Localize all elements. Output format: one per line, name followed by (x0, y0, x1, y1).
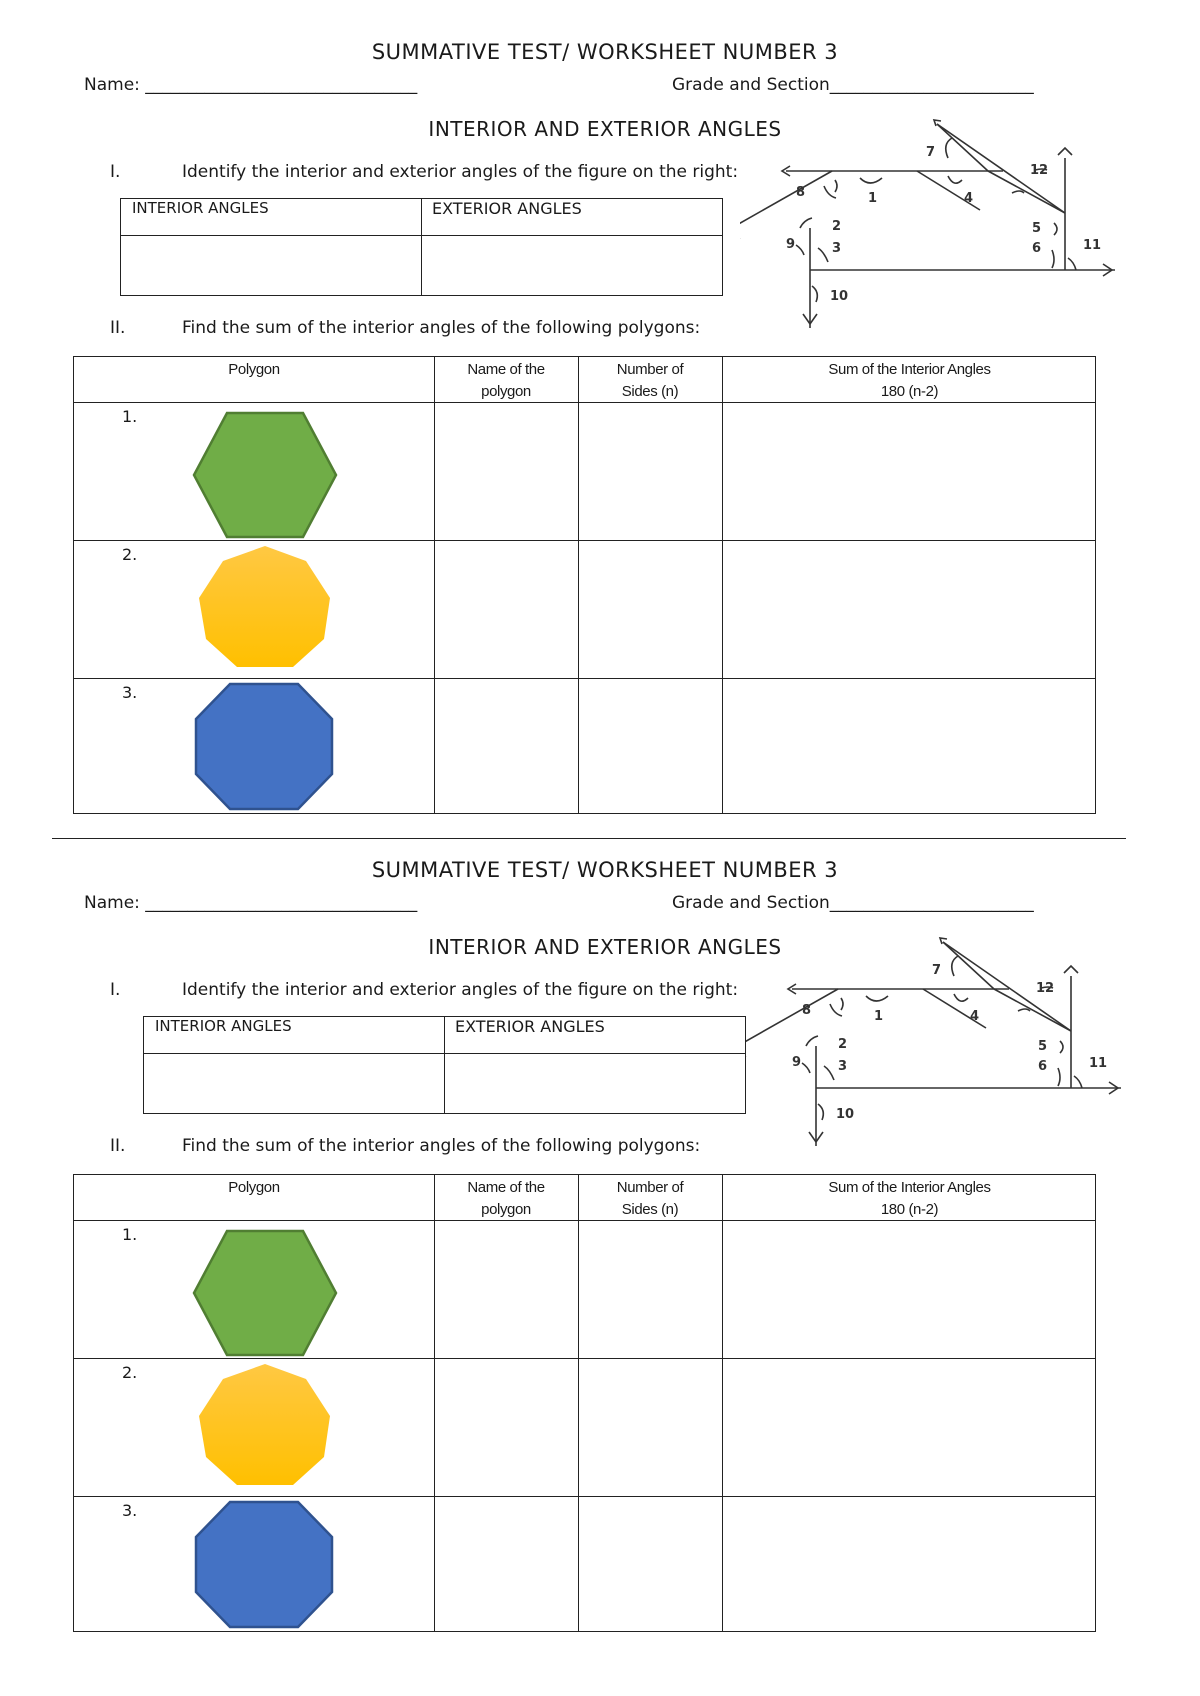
part1-instruction: Identify the interior and exterior angles of the figure on the right: (182, 980, 739, 1000)
angles-figure (740, 118, 1120, 338)
nonagon-shape (190, 1361, 340, 1493)
angles-table (143, 1016, 746, 1114)
worksheet-subtitle: INTERIOR AND EXTERIOR ANGLES (428, 935, 782, 959)
worksheet-title: SUMMATIVE TEST/ WORKSHEET NUMBER 3 (371, 858, 839, 882)
figure-label-6: 6 (1038, 1059, 1048, 1074)
figure-label-9: 9 (786, 237, 796, 252)
col-sum-header: Sum of the Interior Angles 180 (n-2) (828, 1179, 991, 1218)
part2-number: II. (110, 318, 126, 338)
figure-label-8: 8 (802, 1003, 812, 1018)
octagon-polygon (196, 684, 332, 809)
figure-label-12: 12 (1036, 981, 1055, 996)
figure-label-4: 4 (964, 191, 974, 206)
part2-instruction: Find the sum of the interior angles of the following polygons: (182, 318, 701, 338)
row-number: 2. (122, 545, 138, 564)
part2-instruction: Find the sum of the interior angles of the following polygons: (182, 1136, 701, 1156)
col-sum-header: Sum of the Interior Angles 180 (n-2) (828, 361, 991, 400)
worksheet-2 (0, 818, 1200, 1638)
part1-instruction: Identify the interior and exterior angles of the figure on the right: (182, 162, 739, 182)
octagon-shape (190, 681, 340, 813)
part1-number: I. (110, 980, 121, 1000)
figure-label-2: 2 (832, 219, 842, 234)
figure-label-7: 7 (932, 963, 942, 978)
figure-label-12: 12 (1030, 163, 1049, 178)
col-name-header: Name of the polygon (467, 1179, 545, 1218)
figure-label-1: 1 (868, 191, 878, 206)
octagon-shape (190, 1499, 340, 1631)
hexagon-shape (190, 1227, 340, 1359)
hexagon-polygon (194, 413, 336, 537)
figure-label-5: 5 (1038, 1039, 1048, 1054)
row-number: 2. (122, 1363, 138, 1382)
hexagon-polygon (194, 1231, 336, 1355)
interior-angles-header: INTERIOR ANGLES (155, 1017, 292, 1035)
worksheet-1 (0, 0, 1200, 820)
grade-section-field[interactable]: Grade and Section________________________ (672, 893, 1034, 913)
figure-label-5: 5 (1032, 221, 1042, 236)
figure-label-3: 3 (838, 1059, 848, 1074)
hexagon-shape (190, 409, 340, 541)
grade-section-field[interactable]: Grade and Section________________________ (672, 75, 1034, 95)
octagon-polygon (196, 1502, 332, 1627)
polygon-table (73, 1174, 1096, 1632)
col-polygon-header: Polygon (228, 1179, 280, 1196)
nonagon-polygon (199, 1364, 330, 1485)
angles-figure (746, 936, 1126, 1156)
col-sides-header: Number of Sides (n) (616, 1179, 684, 1218)
row-number: 3. (122, 1501, 138, 1520)
figure-label-3: 3 (832, 241, 842, 256)
angles-table (120, 198, 723, 296)
name-field[interactable]: Name: ________________________________ (84, 75, 418, 95)
figure-label-10: 10 (836, 1107, 855, 1122)
figure-label-11: 11 (1083, 238, 1102, 253)
figure-label-8: 8 (796, 185, 806, 200)
row-number: 1. (122, 1225, 138, 1244)
figure-label-11: 11 (1089, 1056, 1108, 1071)
col-sides-header: Number of Sides (n) (616, 361, 684, 400)
nonagon-shape (190, 543, 340, 675)
col-name-header: Name of the polygon (467, 361, 545, 400)
exterior-angles-header: EXTERIOR ANGLES (455, 1017, 605, 1036)
figure-label-7: 7 (926, 145, 936, 160)
exterior-angles-header: EXTERIOR ANGLES (432, 199, 582, 218)
polygon-table (73, 356, 1096, 814)
col-polygon-header: Polygon (228, 361, 280, 378)
row-number: 1. (122, 407, 138, 426)
figure-label-9: 9 (792, 1055, 802, 1070)
figure-label-2: 2 (838, 1037, 848, 1052)
nonagon-polygon (199, 546, 330, 667)
name-field[interactable]: Name: ________________________________ (84, 893, 418, 913)
interior-angles-header: INTERIOR ANGLES (132, 199, 269, 217)
part2-number: II. (110, 1136, 126, 1156)
figure-label-4: 4 (970, 1009, 980, 1024)
figure-label-1: 1 (874, 1009, 884, 1024)
figure-label-10: 10 (830, 289, 849, 304)
worksheet-subtitle: INTERIOR AND EXTERIOR ANGLES (428, 117, 782, 141)
row-number: 3. (122, 683, 138, 702)
worksheet-title: SUMMATIVE TEST/ WORKSHEET NUMBER 3 (371, 40, 839, 64)
figure-label-6: 6 (1032, 241, 1042, 256)
part1-number: I. (110, 162, 121, 182)
